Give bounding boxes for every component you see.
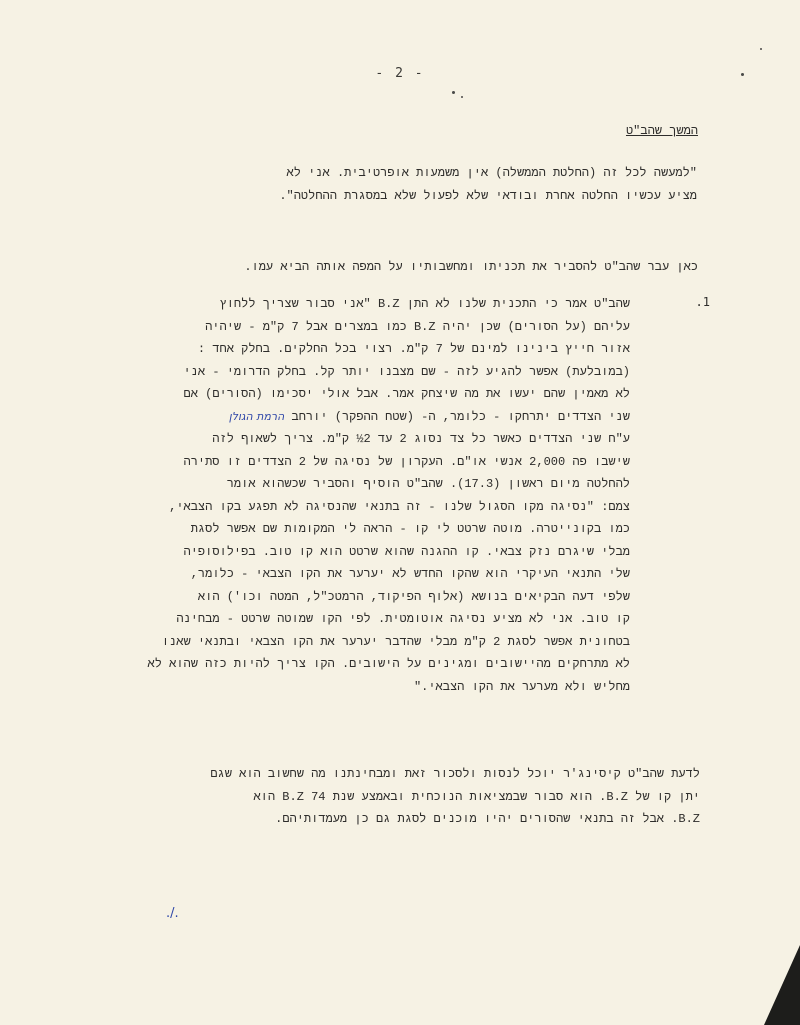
continuation-heading: המשך שהב"ט xyxy=(625,124,698,138)
text-line: מציע עכשיו החלטה אחרת ובודאי שלא לפעול שלא במסגרת ההחלטה". xyxy=(279,188,697,203)
transition-paragraph xyxy=(58,256,698,279)
kissinger-paragraph xyxy=(60,763,700,831)
text-line: (במובלעת) אפשר להגיע לזה - שם מצבנו יותר קל. בחלק הדרומי - אני xyxy=(183,364,630,379)
text-line: לא מאמין שהם יעשו את מה שיצחק אמר. אבל אולי יסכימו (הסורים) אם xyxy=(183,387,630,401)
text-line: ע"ח שני הצדדים כאשר כל צד נסוג 2 עד 2½ ק"מ. צריך לשאוף לזה xyxy=(212,432,630,446)
text-segment: שני הצדדים יתרחקו - כלומר, ה- (שטח ההפקר) יורחב xyxy=(291,409,630,424)
text-line: עליהם (על הסורים) שכן יהיה B.Z כמו במצרים אבל 7 ק"מ - שיהיה xyxy=(205,319,630,334)
text-line: שהב"ט אמר כי התכנית שלנו לא התן B.Z "אני סבור שצריך ללחוץ xyxy=(219,297,630,311)
text-line: מחליש ולא מערער את הקו הצבאי." xyxy=(413,679,630,694)
text-line-with-handwriting xyxy=(90,406,630,429)
text-line: לדעת שהב"ט קיסינג'ר יוכל לנסות ולסכור זאת ומבחינתנו מה שחשוב הוא שגם xyxy=(210,767,700,781)
text-line: יתן קו של B.Z. הוא סבור שבמציאות הנוכחית ובאמצע שנת 74 B.Z הוא xyxy=(253,789,700,804)
text-line: כאן עבר שהב"ט להסביר את תכניתו ומחשבותיו על המפה אותה הביא עמו. xyxy=(244,260,698,274)
end-mark: ./. xyxy=(166,906,179,921)
text-line: שלי התנאי העיקרי הוא שהקו החדש לא יערער את הקו הצבאי - כלומר, xyxy=(190,567,630,581)
text-line: בטחונית אפשר לסגת 2 ק"מ מבלי שהדבר יערער את הקו הצבאי ובתנאי שאנו xyxy=(161,634,630,649)
text-line: שישבו פה 2,000 אנשי או"ם. העקרון של נסיגה של 2 הצדדים זו סתירה xyxy=(183,454,630,469)
ink-speck xyxy=(760,48,762,50)
page-number: - 2 - xyxy=(375,66,425,81)
ink-speck xyxy=(741,73,744,76)
text-line: כמו בקונייטרה. מוטה שרטט לי קו - הראה לי המקומות שם אפשר לסגת xyxy=(190,522,630,536)
opening-quote-paragraph xyxy=(97,162,697,207)
text-line: קו טוב. אני לא מציע נסיגה אוטומטית. לפי הקו שמוטה שרטט - מבחינה xyxy=(176,612,630,626)
text-line: להחלטה מיום ראשון (17.3). שהב"ט הוסיף והסביר שכשהוא אומר xyxy=(226,477,630,491)
handwritten-insertion: הרמת הגולן xyxy=(228,409,285,423)
text-line: מבלי שיגרם נזק צבאי. קו ההגנה שהוא שרטט הוא קו טוב. בפילוסופיה xyxy=(183,544,630,559)
ink-speck xyxy=(461,96,463,98)
text-line: צמם: "נסיגה מקו הסגול שלנו - זה בתנאי שהנסיגה לא תפגע בקו הצבאי, xyxy=(169,499,630,514)
section-number: .1 xyxy=(695,295,710,309)
folded-page-corner xyxy=(764,945,800,1025)
ink-speck xyxy=(452,91,455,94)
text-line: B.Z. אבל זה בתנאי שהסורים יהיו מוכנים לסגת גם כן מעמדותיהם. xyxy=(275,812,700,826)
text-line: לא מתרחקים מהיישובים ומגינים על הישובים. הקו צריך להיות כזה שהוא לא xyxy=(147,657,630,671)
text-line: "למעשה לכל זה (החלטת הממשלה) אין משמעות אופרטיבית. אני לא xyxy=(286,166,697,180)
text-line: שלפי דעה הבקיאים בנושא (אלוף הפיקוד, הרמטכ"ל, המטה וכו') הוא xyxy=(197,589,630,604)
text-line: אזור חייץ בינינו למינם של 7 ק"מ. רצוי בכל החלקים. בחלק אחד : xyxy=(197,342,630,356)
section-1-paragraph xyxy=(90,293,630,698)
